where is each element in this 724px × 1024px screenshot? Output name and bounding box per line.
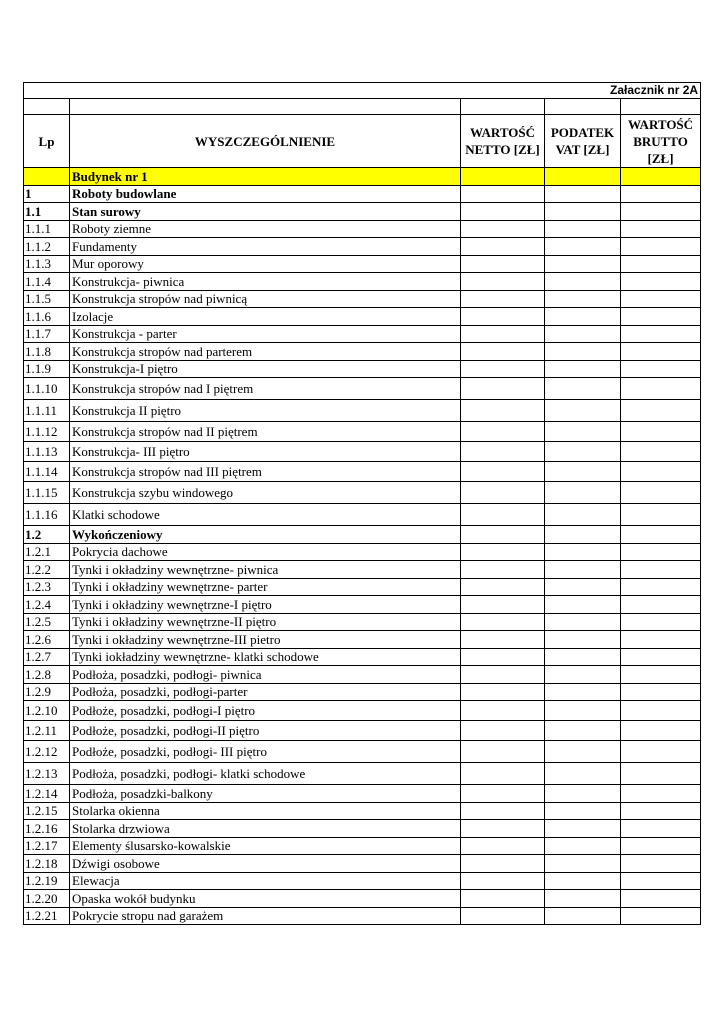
- header-gross-value: WARTOŚĆ BRUTTO [ZŁ]: [621, 115, 701, 168]
- row-gross-value: [621, 220, 701, 238]
- row-lp: 1.2.13: [24, 763, 70, 785]
- cost-estimate-table: [23, 82, 701, 925]
- row-gross-value: [621, 890, 701, 908]
- row-lp: 1.1.1: [24, 220, 70, 238]
- table-row: [24, 543, 701, 561]
- header-lp: Lp: [24, 115, 70, 168]
- row-vat: [545, 648, 621, 666]
- row-lp: 1.2.4: [24, 596, 70, 614]
- row-description: Mur oporowy: [70, 255, 461, 273]
- table-row: [24, 578, 701, 596]
- building-row: [24, 168, 701, 186]
- row-vat: [545, 855, 621, 873]
- row-lp: 1.2.5: [24, 613, 70, 631]
- row-description: Pokrycie stropu nad garażem: [70, 907, 461, 925]
- row-description: Tynki i okładziny wewnętrzne-III pietro: [70, 631, 461, 649]
- row-net-value: [461, 721, 545, 741]
- table-row: [24, 343, 701, 361]
- row-net-value: [461, 596, 545, 614]
- building-net-cell: [461, 168, 545, 186]
- row-vat: [545, 308, 621, 326]
- row-net-value: [461, 400, 545, 422]
- building-gross-cell: [621, 168, 701, 186]
- row-description: Stolarka drzwiowa: [70, 820, 461, 838]
- row-vat: [545, 578, 621, 596]
- row-description: Konstrukcja stropów nad parterem: [70, 343, 461, 361]
- table-row: [24, 701, 701, 721]
- row-gross-value: [621, 741, 701, 763]
- row-vat: [545, 666, 621, 684]
- table-row: [24, 238, 701, 256]
- row-description: Pokrycia dachowe: [70, 543, 461, 561]
- row-description: Konstrukcja stropów nad III piętrem: [70, 462, 461, 482]
- table-row: [24, 400, 701, 422]
- table-row: [24, 855, 701, 873]
- table-row: [24, 785, 701, 803]
- row-lp: 1.2.9: [24, 683, 70, 701]
- row-description: Dźwigi osobowe: [70, 855, 461, 873]
- row-vat: [545, 400, 621, 422]
- row-lp: 1.1.12: [24, 422, 70, 442]
- row-description: Konstrukcja-I piętro: [70, 360, 461, 378]
- row-net-value: [461, 701, 545, 721]
- row-description: Podłoże, posadzki, podłogi-I piętro: [70, 701, 461, 721]
- building-label: Budynek nr 1: [70, 168, 461, 186]
- row-net-value: [461, 741, 545, 763]
- table-row: [24, 837, 701, 855]
- row-net-value: [461, 648, 545, 666]
- row-description: Podłoże, posadzki, podłogi- III piętro: [70, 741, 461, 763]
- row-vat: [545, 741, 621, 763]
- row-description: Tynki i okładziny wewnętrzne-I piętro: [70, 596, 461, 614]
- row-gross-value: [621, 820, 701, 838]
- row-lp: 1.1.7: [24, 325, 70, 343]
- table-row: [24, 422, 701, 442]
- row-lp: 1.2.1: [24, 543, 70, 561]
- row-gross-value: [621, 378, 701, 400]
- row-gross-value: [621, 683, 701, 701]
- row-description: Konstrukcja stropów nad II piętrem: [70, 422, 461, 442]
- table-row: [24, 203, 701, 221]
- row-gross-value: [621, 308, 701, 326]
- row-description: Podłoża, posadzki, podłogi-parter: [70, 683, 461, 701]
- row-gross-value: [621, 763, 701, 785]
- blank-cell: [70, 99, 461, 115]
- building-vat-cell: [545, 168, 621, 186]
- row-description: Tynki i okładziny wewnętrzne- parter: [70, 578, 461, 596]
- row-net-value: [461, 820, 545, 838]
- row-vat: [545, 872, 621, 890]
- row-vat: [545, 220, 621, 238]
- table-row: [24, 763, 701, 785]
- row-gross-value: [621, 701, 701, 721]
- building-lp: [24, 168, 70, 186]
- row-gross-value: [621, 238, 701, 256]
- row-description: Tynki iokładziny wewnętrzne- klatki schodowe: [70, 648, 461, 666]
- row-gross-value: [621, 613, 701, 631]
- row-lp: 1.1.6: [24, 308, 70, 326]
- row-net-value: [461, 907, 545, 925]
- row-description: Opaska wokół budynku: [70, 890, 461, 908]
- row-vat: [545, 462, 621, 482]
- row-net-value: [461, 526, 545, 544]
- row-vat: [545, 907, 621, 925]
- table-row: [24, 255, 701, 273]
- annex-label: Załacznik nr 2A: [24, 83, 701, 99]
- row-vat: [545, 360, 621, 378]
- row-lp: 1.1.9: [24, 360, 70, 378]
- row-vat: [545, 185, 621, 203]
- row-lp: 1.2.14: [24, 785, 70, 803]
- row-vat: [545, 837, 621, 855]
- row-description: Konstrukcja- piwnica: [70, 273, 461, 291]
- row-gross-value: [621, 203, 701, 221]
- table-row: [24, 890, 701, 908]
- table-row: [24, 360, 701, 378]
- table-row: [24, 273, 701, 291]
- row-vat: [545, 504, 621, 526]
- row-vat: [545, 561, 621, 579]
- row-lp: 1.1.8: [24, 343, 70, 361]
- table-row: [24, 872, 701, 890]
- row-description: Roboty ziemne: [70, 220, 461, 238]
- row-net-value: [461, 308, 545, 326]
- row-gross-value: [621, 400, 701, 422]
- row-lp: 1.1.11: [24, 400, 70, 422]
- row-lp: 1.1.16: [24, 504, 70, 526]
- row-vat: [545, 785, 621, 803]
- row-vat: [545, 613, 621, 631]
- table-row: [24, 442, 701, 462]
- row-lp: 1.2.21: [24, 907, 70, 925]
- row-lp: 1.1.10: [24, 378, 70, 400]
- table-row: [24, 613, 701, 631]
- row-net-value: [461, 343, 545, 361]
- row-gross-value: [621, 360, 701, 378]
- row-lp: 1.2.15: [24, 802, 70, 820]
- row-description: Konstrukcja szybu windowego: [70, 482, 461, 504]
- row-lp: 1.1.13: [24, 442, 70, 462]
- table-row: [24, 683, 701, 701]
- row-gross-value: [621, 273, 701, 291]
- row-gross-value: [621, 526, 701, 544]
- row-gross-value: [621, 462, 701, 482]
- row-net-value: [461, 255, 545, 273]
- header-row: [24, 115, 701, 168]
- row-description: Podłoża, posadzki-balkony: [70, 785, 461, 803]
- table-row: [24, 526, 701, 544]
- row-vat: [545, 763, 621, 785]
- row-lp: 1.2.18: [24, 855, 70, 873]
- row-gross-value: [621, 343, 701, 361]
- row-net-value: [461, 482, 545, 504]
- row-vat: [545, 701, 621, 721]
- row-gross-value: [621, 561, 701, 579]
- row-net-value: [461, 290, 545, 308]
- row-vat: [545, 890, 621, 908]
- row-gross-value: [621, 648, 701, 666]
- row-gross-value: [621, 255, 701, 273]
- table-row: [24, 648, 701, 666]
- row-vat: [545, 596, 621, 614]
- table-row: [24, 820, 701, 838]
- row-description: Podłoże, posadzki, podłogi-II piętro: [70, 721, 461, 741]
- row-net-value: [461, 578, 545, 596]
- header-description: WYSZCZEGÓLNIENIE: [70, 115, 461, 168]
- row-gross-value: [621, 422, 701, 442]
- row-lp: 1.2.10: [24, 701, 70, 721]
- row-vat: [545, 290, 621, 308]
- row-net-value: [461, 462, 545, 482]
- blank-row: [24, 99, 701, 115]
- blank-cell: [24, 99, 70, 115]
- row-description: Konstrukcja - parter: [70, 325, 461, 343]
- row-net-value: [461, 785, 545, 803]
- row-net-value: [461, 504, 545, 526]
- row-lp: 1.2.12: [24, 741, 70, 763]
- table-row: [24, 504, 701, 526]
- row-net-value: [461, 325, 545, 343]
- row-vat: [545, 422, 621, 442]
- row-vat: [545, 721, 621, 741]
- row-lp: 1.1.4: [24, 273, 70, 291]
- row-net-value: [461, 220, 545, 238]
- row-net-value: [461, 360, 545, 378]
- row-lp: 1.1: [24, 203, 70, 221]
- row-lp: 1.2.20: [24, 890, 70, 908]
- row-description: Tynki i okładziny wewnętrzne- piwnica: [70, 561, 461, 579]
- row-vat: [545, 482, 621, 504]
- row-net-value: [461, 543, 545, 561]
- row-net-value: [461, 561, 545, 579]
- row-description: Izolacje: [70, 308, 461, 326]
- table-row: [24, 561, 701, 579]
- row-gross-value: [621, 802, 701, 820]
- row-lp: 1.2.2: [24, 561, 70, 579]
- row-net-value: [461, 613, 545, 631]
- row-lp: 1.2: [24, 526, 70, 544]
- header-net-value: WARTOŚĆ NETTO [ZŁ]: [461, 115, 545, 168]
- row-net-value: [461, 422, 545, 442]
- row-gross-value: [621, 631, 701, 649]
- row-description: Podłoża, posadzki, podłogi- klatki schodowe: [70, 763, 461, 785]
- table-row: [24, 802, 701, 820]
- row-lp: 1.2.17: [24, 837, 70, 855]
- row-lp: 1.1.15: [24, 482, 70, 504]
- row-gross-value: [621, 290, 701, 308]
- row-lp: 1.1.14: [24, 462, 70, 482]
- row-gross-value: [621, 596, 701, 614]
- annex-row: [24, 83, 701, 99]
- table-row: [24, 290, 701, 308]
- row-lp: 1.2.8: [24, 666, 70, 684]
- row-description: Wykończeniowy: [70, 526, 461, 544]
- row-gross-value: [621, 837, 701, 855]
- row-vat: [545, 325, 621, 343]
- table-row: [24, 378, 701, 400]
- table-row: [24, 185, 701, 203]
- row-vat: [545, 378, 621, 400]
- row-vat: [545, 802, 621, 820]
- blank-cell: [621, 99, 701, 115]
- row-gross-value: [621, 185, 701, 203]
- row-description: Klatki schodowe: [70, 504, 461, 526]
- row-net-value: [461, 631, 545, 649]
- row-lp: 1.1.2: [24, 238, 70, 256]
- table-row: [24, 308, 701, 326]
- row-description: Podłoża, posadzki, podłogi- piwnica: [70, 666, 461, 684]
- table-row: [24, 482, 701, 504]
- row-description: Konstrukcja stropów nad I piętrem: [70, 378, 461, 400]
- row-net-value: [461, 185, 545, 203]
- row-description: Fundamenty: [70, 238, 461, 256]
- row-lp: 1.2.6: [24, 631, 70, 649]
- row-lp: 1.2.3: [24, 578, 70, 596]
- row-description: Konstrukcja- III piętro: [70, 442, 461, 462]
- row-lp: 1: [24, 185, 70, 203]
- table-row: [24, 907, 701, 925]
- row-description: Konstrukcja II piętro: [70, 400, 461, 422]
- row-lp: 1.2.19: [24, 872, 70, 890]
- row-net-value: [461, 872, 545, 890]
- row-vat: [545, 543, 621, 561]
- row-gross-value: [621, 325, 701, 343]
- row-net-value: [461, 203, 545, 221]
- table-row: [24, 631, 701, 649]
- table-row: [24, 596, 701, 614]
- header-vat: PODATEK VAT [ZŁ]: [545, 115, 621, 168]
- row-net-value: [461, 666, 545, 684]
- row-gross-value: [621, 872, 701, 890]
- row-net-value: [461, 442, 545, 462]
- blank-cell: [461, 99, 545, 115]
- row-gross-value: [621, 504, 701, 526]
- row-net-value: [461, 683, 545, 701]
- row-gross-value: [621, 666, 701, 684]
- row-description: Stan surowy: [70, 203, 461, 221]
- row-net-value: [461, 837, 545, 855]
- row-gross-value: [621, 482, 701, 504]
- row-lp: 1.1.3: [24, 255, 70, 273]
- row-net-value: [461, 802, 545, 820]
- row-lp: 1.2.11: [24, 721, 70, 741]
- row-gross-value: [621, 442, 701, 462]
- row-gross-value: [621, 721, 701, 741]
- row-gross-value: [621, 907, 701, 925]
- row-vat: [545, 255, 621, 273]
- row-gross-value: [621, 785, 701, 803]
- row-net-value: [461, 763, 545, 785]
- row-gross-value: [621, 578, 701, 596]
- row-vat: [545, 203, 621, 221]
- row-lp: 1.2.7: [24, 648, 70, 666]
- row-net-value: [461, 378, 545, 400]
- table-row: [24, 325, 701, 343]
- table-row: [24, 741, 701, 763]
- row-net-value: [461, 890, 545, 908]
- row-net-value: [461, 273, 545, 291]
- row-description: Konstrukcja stropów nad piwnicą: [70, 290, 461, 308]
- row-vat: [545, 273, 621, 291]
- row-vat: [545, 343, 621, 361]
- table-row: [24, 666, 701, 684]
- row-lp: 1.2.16: [24, 820, 70, 838]
- row-vat: [545, 526, 621, 544]
- row-description: Roboty budowlane: [70, 185, 461, 203]
- row-description: Tynki i okładziny wewnętrzne-II piętro: [70, 613, 461, 631]
- row-description: Elewacja: [70, 872, 461, 890]
- row-gross-value: [621, 543, 701, 561]
- row-net-value: [461, 238, 545, 256]
- table-row: [24, 721, 701, 741]
- row-description: Elementy ślusarsko-kowalskie: [70, 837, 461, 855]
- table-row: [24, 462, 701, 482]
- blank-cell: [545, 99, 621, 115]
- row-gross-value: [621, 855, 701, 873]
- row-vat: [545, 442, 621, 462]
- row-description: Stolarka okienna: [70, 802, 461, 820]
- table-row: [24, 220, 701, 238]
- row-lp: 1.1.5: [24, 290, 70, 308]
- row-net-value: [461, 855, 545, 873]
- row-vat: [545, 238, 621, 256]
- row-vat: [545, 683, 621, 701]
- row-vat: [545, 631, 621, 649]
- row-vat: [545, 820, 621, 838]
